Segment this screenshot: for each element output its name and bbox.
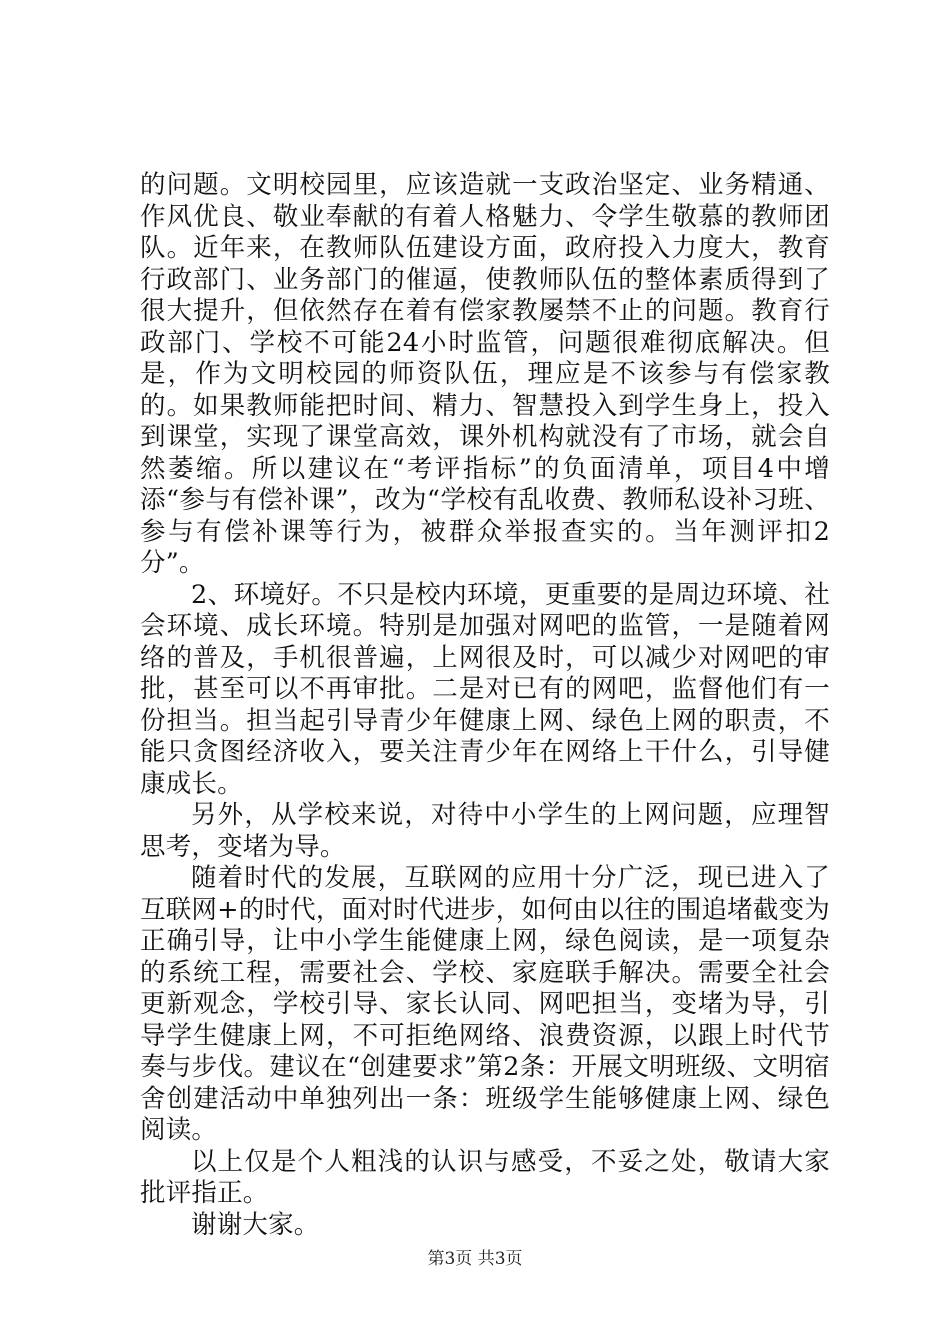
paragraph-thanks: 谢谢大家。 [191, 1209, 320, 1240]
paragraph-school-internet: 另外，从学校来说，对待中小学生的上网问题，应理智思考，变堵为导。 [140, 800, 830, 862]
document-body [140, 170, 830, 1241]
paragraph-environment: 2、环境好。不只是校内环境，更重要的是周边环境、社会环境、成长环境。特别是加强对网吧的监管，一是随着网络的普及，手机很普遍，上网很及时，可以减少对网吧的审批，甚至可以不再审批。二是对已有的网吧，监督他们有一份担当。担当起引导青少年健康上网、绿色上网的职责，不能只贪图经济收入，要关注青少年在网络上干什么，引导健康成长。 [140, 579, 830, 799]
paragraph-closing-remarks: 以上仅是个人粗浅的认识与感受，不妥之处，敬请大家批评指正。 [140, 1146, 830, 1208]
paragraph-internet-plus: 随着时代的发展，互联网的应用十分广泛，现已进入了互联网+的时代，面对时代进步，如何由以往的围追堵截变为正确引导，让中小学生能健康上网，绿色阅读，是一项复杂的系统工程，需要社会、学校、家庭联手解决。需要全社会更新观念，学校引导、家长认同、网吧担当，变堵为导，引导学生健康上网，不可拒绝网络、浪费资源，以跟上时代节奏与步伐。建议在“创建要求”第2条：开展文明班级、文明宿舍创建活动中单独列出一条：班级学生能够健康上网、绿色阅读。 [140, 863, 830, 1145]
paragraph-teacher-team: 的问题。文明校园里，应该造就一支政治坚定、业务精通、作风优良、敬业奉献的有着人格魅力、令学生敬慕的教师团队。近年来，在教师队伍建设方面，政府投入力度大，教育行政部门、业务部门的催逼，使教师队伍的整体素质得到了很大提升，但依然存在着有偿家教屡禁不止的问题。教育行政部门、学校不可能24小时监管，问题很难彻底解决。但是，作为文明校园的师资队伍，理应是不该参与有偿家教的。如果教师能把时间、精力、智慧投入到学生身上，投入到课堂，实现了课堂高效，课外机构就没有了市场，就会自然萎缩。所以建议在“考评指标”的负面清单，项目4中增添“参与有偿补课”，改为“学校有乱收费、教师私设补习班、参与有偿补课等行为，被群众举报查实的。当年测评扣2分”。 [140, 170, 830, 578]
page-number-footer: 第3页 共3页 [427, 1249, 523, 1269]
